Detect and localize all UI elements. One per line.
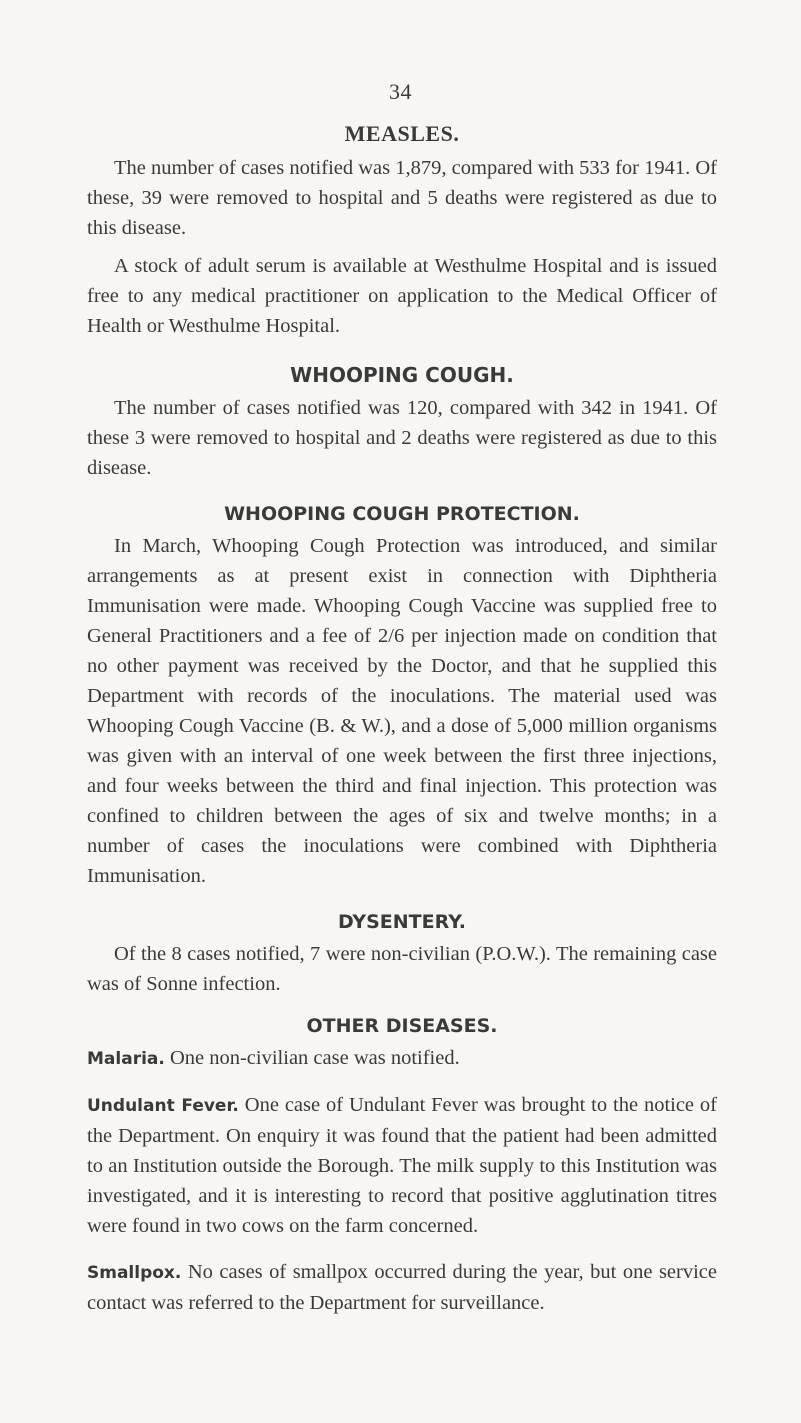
undulant-fever-label: Undulant Fever. <box>87 1096 239 1116</box>
whooping-cough-paragraph: The number of cases notified was 120, compared with 342 in 1941. Of these 3 were removed to hospital and 2 deaths were registered as due to this disease. <box>87 397 717 479</box>
undulant-fever-paragraph <box>87 1090 717 1241</box>
whooping-cough-protection-paragraph: In March, Whooping Cough Protection was introduced, and similar arrangements as at present exist in connection with Diphtheria Immunisation were made. Whooping Cough Vaccine was supplied free to General Practitioners and a fee of 2/6 per injection made on condition that no other payment was received by the Doctor, and that he supplied this Department with records of the inoculations. The material used was Whooping Cough Vaccine (B. & W.), and a dose of 5,000 million organisms was given with an interval of one week between the first three injections, and four weeks between the third and final injection. This protection was confined to children between the ages of six and twelve months; in a number of cases the inoculations were combined with Diphtheria Immunisation. <box>87 535 717 887</box>
smallpox-label: Smallpox. <box>87 1263 182 1283</box>
smallpox-paragraph <box>87 1257 717 1318</box>
measles-heading: MEASLES. <box>344 121 460 146</box>
whooping-cough-protection-heading: WHOOPING COUGH PROTECTION. <box>224 503 580 525</box>
whooping-cough-heading: WHOOPING COUGH. <box>290 363 514 387</box>
page-content <box>87 115 717 1318</box>
measles-paragraph-1: The number of cases notified was 1,879, compared with 533 for 1941. Of these, 39 were removed to hospital and 5 deaths were registered as due to this disease. <box>87 157 717 239</box>
other-diseases-heading: OTHER DISEASES. <box>306 1015 498 1037</box>
malaria-label: Malaria. <box>87 1049 165 1069</box>
undulant-fever-text: One case of Undulant Fever was brought to the notice of the Department. On enquiry it was found that the patient had been admitted to an Institution outside the Borough. The milk supply to this Institution was investigated, and it is interesting to record that positive agglutination titres were found in two cows on the farm concerned. <box>87 1094 717 1237</box>
page-number: 34 <box>389 79 412 104</box>
malaria-text: One non-civilian case was notified. <box>164 1047 460 1069</box>
dysentery-paragraph: Of the 8 cases notified, 7 were non-civilian (P.O.W.). The remaining case was of Sonne infection. <box>87 943 717 995</box>
smallpox-text: No cases of smallpox occurred during the year, but one service contact was referred to the Department for surveillance. <box>87 1261 717 1314</box>
dysentery-heading: DYSENTERY. <box>337 911 467 933</box>
measles-paragraph-2: A stock of adult serum is available at Westhulme Hospital and is issued free to any medical practitioner on application to the Medical Officer of Health or Westhulme Hospital. <box>87 255 717 337</box>
malaria-paragraph <box>87 1043 717 1074</box>
